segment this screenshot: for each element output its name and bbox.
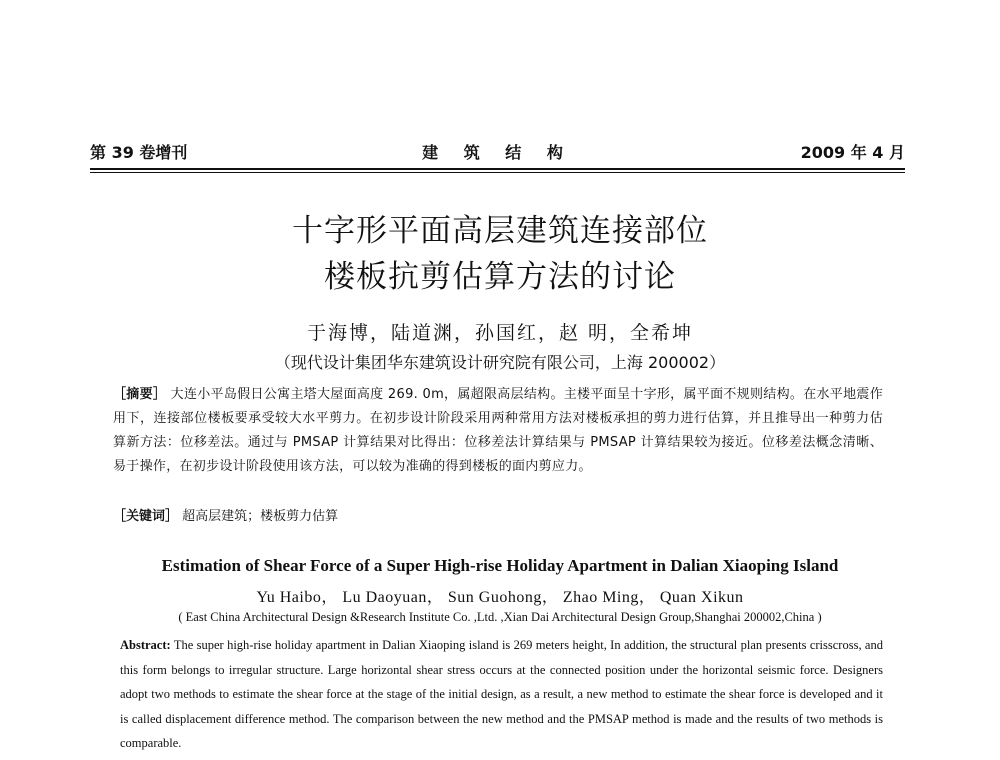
authors-chinese: 于海博，陆道渊，孙国红，赵 明，全希坤 xyxy=(306,322,694,344)
abstract-label: ［摘要］ xyxy=(113,387,167,402)
publication-date: 2009 年 4 月 xyxy=(800,143,905,162)
running-header xyxy=(90,140,905,166)
journal-name: 建 筑 结 构 xyxy=(422,143,573,162)
abstract-english xyxy=(120,633,883,756)
keywords-chinese xyxy=(113,505,883,529)
paper-title-line-2: 楼板抗剪估算方法的讨论 xyxy=(324,259,676,295)
authors-english: Yu Haibo， Lu Daoyuan， Sun Guohong， Zhao Ming， Quan Xikun xyxy=(256,589,744,606)
abstract-text: 大连小平岛假日公寓主塔大屋面高度 269. 0m，属超限高层结构。主楼平面呈十字形，属平面不规则结构。在水平地震作用下，连接部位楼板要承受较大水平剪力。在初步设计阶段采用两种常用方法对楼板承担的剪力进行估算，并且推导出一种剪力估算新方法：位移差法。通过与 PMSAP 计算结果对比得出：位移差法计算结果与 PMSAP 计算结果较为接近。位移差法概念清晰、易于操作，在初步设计阶段使用该方法，可以较为准确的得到楼板的面内剪应力。 xyxy=(113,387,884,474)
header-rule-thin xyxy=(90,172,905,173)
paper-title-english: Estimation of Shear Force of a Super High-rise Holiday Apartment in Dalian Xiaoping Island xyxy=(161,556,839,575)
keywords-label: ［关键词］ xyxy=(113,509,179,524)
affiliation-english: ( East China Architectural Design &Research Institute Co. ,Ltd. ,Xian Dai Architectural Design Group,Shanghai 200002,China ) xyxy=(178,610,822,624)
paper-title-line-1: 十字形平面高层建筑连接部位 xyxy=(292,213,708,249)
abstract-chinese xyxy=(113,383,883,479)
abstract-en-text: The super high-rise holiday apartment in Dalian Xiaoping island is 269 meters height, In addition, the structural plan presents crisscross, and this form belongs to irregular structure. Large horizontal shear stress occurs at the connected position under the horizontal seismic force. Designers adopt two methods to estimate the shear force at the stage of the initial design, as a result, a new method to estimate the shear force is developed and it is called displacement difference method. The comparison between the new method and the PMSAP method is made and the results of two methods is comparable. xyxy=(120,638,883,750)
abstract-en-label: Abstract: xyxy=(120,638,171,652)
volume-issue: 第 39 卷增刊 xyxy=(90,143,188,162)
affiliation-chinese: （现代设计集团华东建筑设计研究院有限公司，上海 200002） xyxy=(274,353,726,372)
keywords-text: 超高层建筑；楼板剪力估算 xyxy=(182,509,339,524)
header-rule-thick xyxy=(90,168,905,170)
